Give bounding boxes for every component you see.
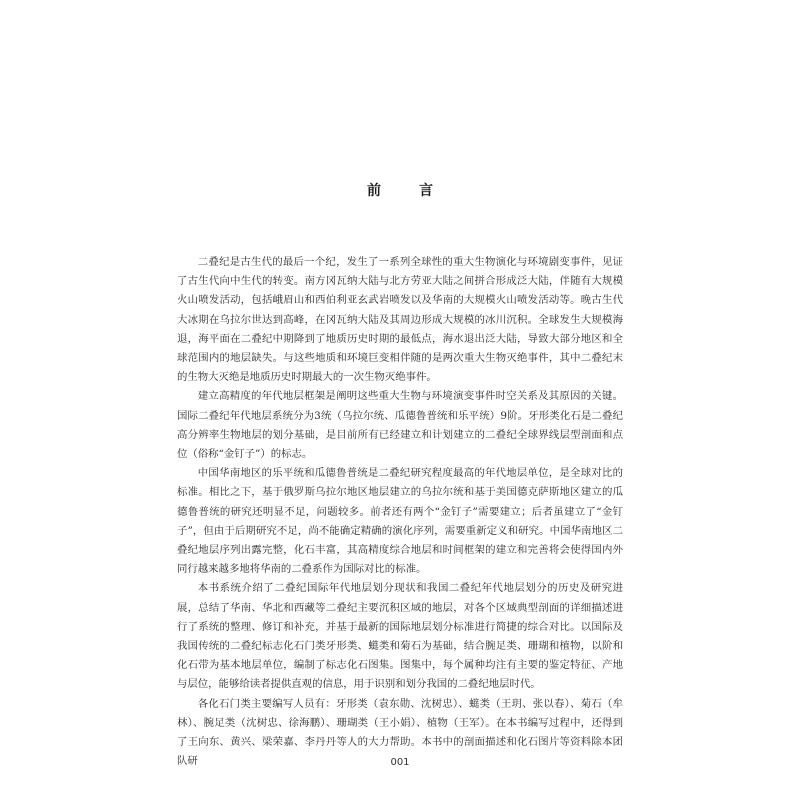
preface-body (177, 253, 623, 771)
paragraph: 中国华南地区的乐平统和瓜德鲁普统是二叠纪研究程度最高的年代地层单位，是全球对比的标准。相比之下，基于俄罗斯乌拉尔地区地层建立的乌拉尔统和基于美国德克萨斯地区建立的瓜德鲁普统的研究还明显不足，问题较多。前者还有两个“金钉子”需要建立；后者虽建立了“金钉子”，但由于后期研究不足，尚不能确定精确的演化序列，需要重新定义和研究。中国华南地区二叠纪地层序列出露完整，化石丰富，其高精度综合地层和时间框架的建立和完善将会使得国内外同行越来越多地将华南的二叠系作为国际对比的标准。 (177, 467, 623, 576)
page-title: 前 言 (367, 183, 445, 199)
page-number: 001 (390, 757, 410, 768)
paragraph: 各化石门类主要编写人员有：牙形类（袁东勋、沈树忠）、䗴类（王玥、张以春）、菊石（牟林）、腕足类（沈树忠、徐海鹏）、珊瑚类（王小娟）、植物（王军）。在本书编写过程中，还得到了王向东、黄兴、梁荣嘉、李丹丹等人的大力帮助。本书中的剖面描述和化石图片等资料除本团队研 (177, 697, 623, 768)
paragraph: 建立高精度的年代地层框架是阐明这些重大生物与环境演变事件时空关系及其原因的关键。国际二叠纪年代地层系统分为3统（乌拉尔统、瓜德鲁普统和乐平统）9阶。牙形类化石是二叠纪高分辨率生物地层的划分基础，是目前所有已经建立和计划建立的二叠纪全球界线层型剖面和点位（俗称“金钉子”）的标志。 (177, 390, 623, 461)
paragraph: 二叠纪是古生代的最后一个纪，发生了一系列全球性的重大生物演化与环境剧变事件，见证了古生代向中生代的转变。南方冈瓦纳大陆与北方劳亚大陆之间拼合形成泛大陆，伴随有大规模火山喷发活动，包括峨眉山和西伯利亚玄武岩喷发以及华南的大规模火山喷发活动等。晚古生代大冰期在乌拉尔世达到高峰，在冈瓦纳大陆及其周边形成大规模的冰川沉积。全球发生大规模海退，海平面在二叠纪中期降到了地质历史时期的最低点，海水退出泛大陆，导致大部分地区和全球范围内的地层缺失。与这些地质和环境巨变相伴随的是两次重大生物灭绝事件，其中二叠纪末的生物大灭绝是地质历史时期最大的一次生物灭绝事件。 (177, 256, 623, 384)
paragraph: 本书系统介绍了二叠纪国际年代地层划分现状和我国二叠纪年代地层划分的历史及研究进展，总结了华南、华北和西藏等二叠纪主要沉积区域的地层，对各个区域典型剖面的详细描述进行了系统的整理、修订和补充，并基于最新的国际地层划分标准进行简捷的综合对比。以国际及我国传统的二叠纪标志化石门类牙形类、䗴类和菊石为基础，结合腕足类、珊瑚和植物，以阶和化石带为基本地层单位，编制了标志化石图集。图集中，每个属种均注有主要的鉴定特征、产地与层位，能够给读者提供直观的信息，用于识别和划分我国的二叠纪地层时代。 (177, 582, 623, 691)
